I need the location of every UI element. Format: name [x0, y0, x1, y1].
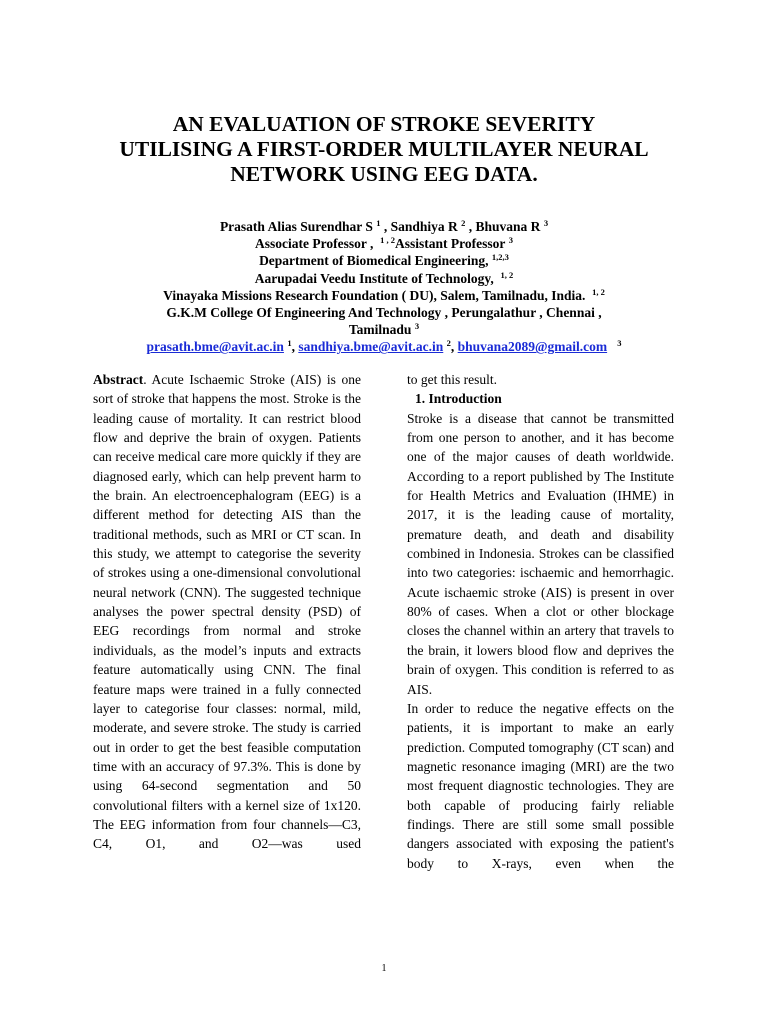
author-roles: Associate Professor , $^{1 , 2}$Assistant Professor $^3$	[255, 235, 513, 252]
right-column	[407, 370, 674, 873]
author-3: Bhuvana R	[475, 219, 541, 234]
abstract-paragraph	[93, 370, 361, 854]
author-block	[60, 218, 708, 356]
abstract-text: . Acute Ischaemic Stroke (AIS) is one sort of stroke that happens the most. Stroke is the leading cause of mortality. It can restrict blood flow and deprive the brain of oxygen. Patients can receive medical care more quickly if they are diagnosed early, which can help prevent harm to the brain. An electroencephalogram (EEG) is a different method for detecting AIS than the traditional methods, such as MRI or CT scan. In this study, we attempt to categorise the severity of strokes using a one-dimensional convolutional neural network (CNN). The suggested technique analyses the power spectral density (PSD) of EEG recordings from normal and stroke individuals, as the model’s inputs and extracts feature automatically using CNN. The final feature maps were trained in a fully connected layer to categorise four classes: normal, mild, moderate, and severe stroke. The study is carried out in order to get the best feasible computation time with an accuracy of 97.3%. This is done by using 64-second segmentation and 50 convolutional filters with a kernel size of 1x120. The EEG information from four channels—C3, C4, O1, and O2—was used	[93, 372, 361, 852]
author-1: Prasath Alias Surendhar S	[219, 219, 373, 234]
author-names: Prasath Alias Surendhar S $^1$ , Sandhiya R $^2$ , Bhuvana R $^3$	[219, 218, 549, 234]
section-heading-introduction: 1. Introduction	[415, 391, 502, 407]
title-line-3: NETWORK USING EEG DATA.	[230, 162, 538, 186]
intro-paragraph-2: In order to reduce the negative effects on the patients, it is important to make an early prediction. Computed tomography (CT scan) and magnetic resonance imaging (MRI) are the two most frequent diagnostic technologies. They are both capable of producing fairly reliable findings. There are still some small possible dangers associated with exposing the patient's body to X-rays, even when the	[407, 700, 674, 871]
paper-title	[60, 112, 708, 187]
page-number: 1	[381, 963, 387, 974]
left-column	[93, 370, 361, 854]
email-link-2[interactable]: sandhiya.bme@avit.ac.in	[298, 339, 444, 355]
abstract-label: Abstract	[93, 372, 144, 387]
author-college-state: Tamilnadu $^3$	[348, 321, 420, 338]
author-institute: Aarupadai Veedu Institute of Technology, $^{1, 2}$	[254, 269, 514, 286]
intro-paragraph-1: Stroke is a disease that cannot be transmitted from one person to another, and it has become one of the major causes of death worldwide. According to a report published by The Institute for Health Metrics and Evaluation (IHME) in 2017, it is the leading cause of mortality, premature death, and death and disability combined in Indonesia. Strokes can be classified into two categories: ischaemic and hemorrhagic. Acute ischaemic stroke (AIS) is present in over 80% of cases. When a clot or other blockage closes the channel within an artery that travels to the brain, it lowers blood flow and deprives the brain of oxygen. This condition is referred to as AIS.	[407, 410, 674, 697]
author-foundation: Vinayaka Missions Research Foundation ( DU), Salem, Tamilnadu, India. $^{1, 2}$	[163, 286, 605, 303]
author-college: G.K.M College Of Engineering And Technology , Perungalathur , Chennai ,	[166, 305, 602, 321]
author-emails: prasath.bme@avit.ac.in $^1$, sandhiya.bme@avit.ac.in $^2$, bhuvana2089@gmail.com $^3$	[146, 338, 622, 355]
title-line-2: UTILISING A FIRST-ORDER MULTILAYER NEURAL	[119, 137, 649, 161]
title-line-1: AN EVALUATION OF STROKE SEVERITY	[172, 112, 596, 136]
email-link-1[interactable]: prasath.bme@avit.ac.in	[146, 339, 284, 355]
author-2: Sandhiya R	[390, 219, 458, 234]
email-link-3[interactable]: bhuvana2089@gmail.com	[457, 339, 608, 355]
abstract-continued: to get this result.	[407, 372, 497, 387]
author-department: Department of Biomedical Engineering, $^{1,2,3}$	[259, 252, 509, 269]
